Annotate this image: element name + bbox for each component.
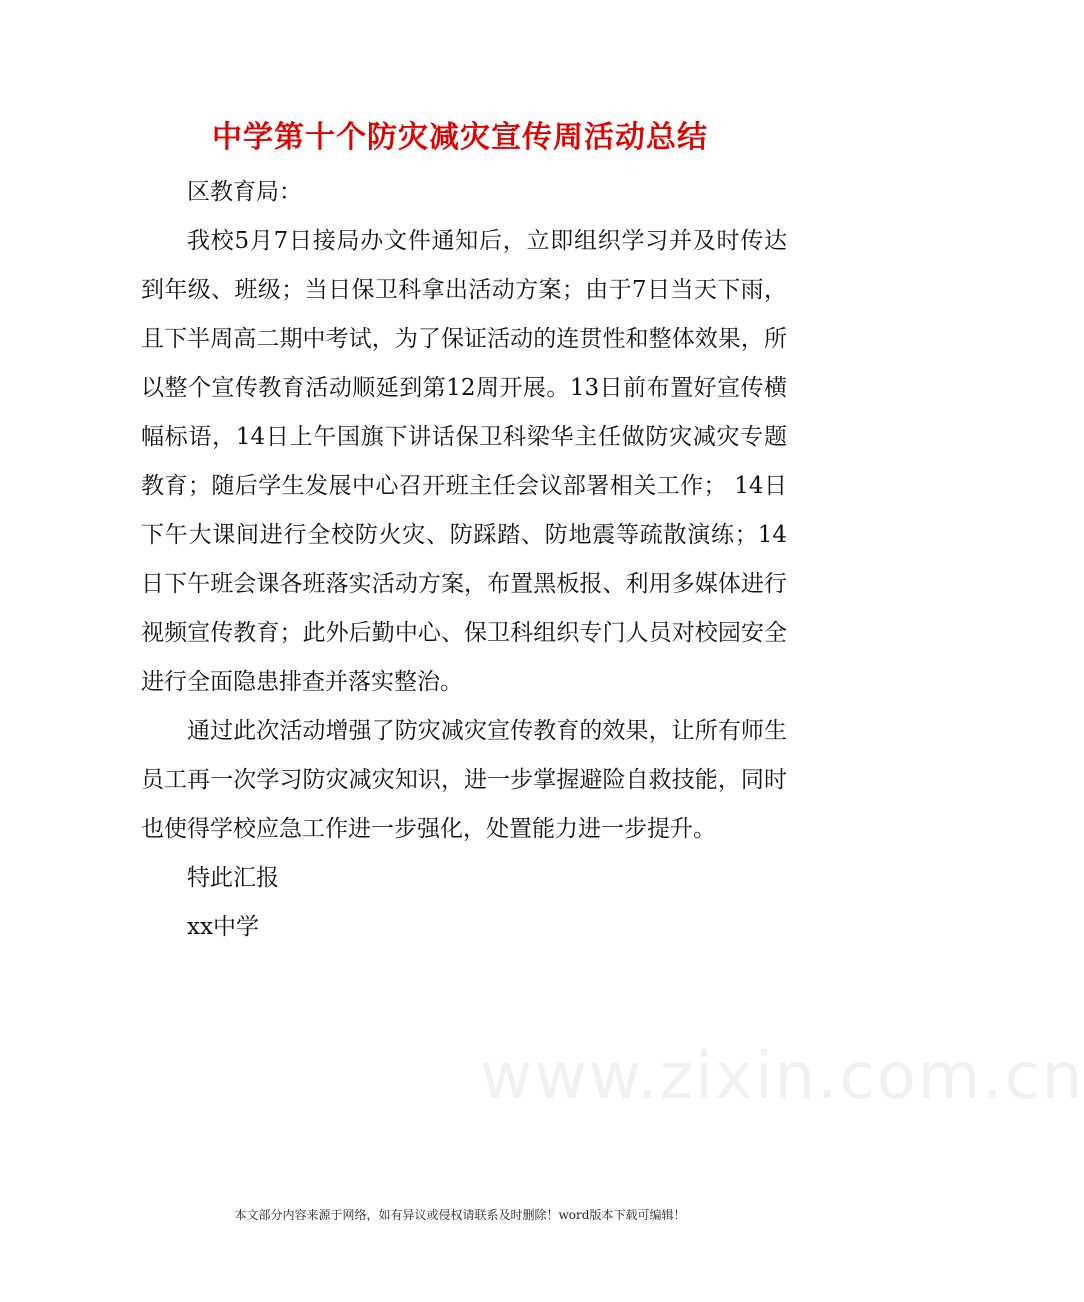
footer-note: 本文部分内容来源于网络，如有异议或侵权请联系及时删除！word版本下载可编辑！ (234, 1208, 686, 1222)
document-title: 中学第十个防灾减灾宣传周活动总结 (212, 120, 708, 155)
watermark: www.zixin.com.cn (480, 1040, 1084, 1114)
document-body (141, 168, 787, 952)
closing-line: 特此汇报 (187, 865, 279, 891)
signature: xx中学 (187, 914, 259, 940)
addressee: 区教育局： (187, 179, 302, 205)
body-paragraph-1: 我校5月7日接局办文件通知后，立即组织学习并及时传达到年级、班级；当日保卫科拿出活动方案；由于7日当天下雨，且下半周高二期中考试，为了保证活动的连贯性和整体效果，所以整个宣传教育活动顺延到第12周开展。13日前布置好宣传横幅标语，14日上午国旗下讲话保卫科梁华主任做防灾减灾专题教育；随后学生发展中心召开班主任会议部署相关工作； 14日下午大课间进行全校防火灾、防踩踏、防地震等疏散演练；14日下午班会课各班落实活动方案，布置黑板报、利用多媒体进行视频宣传教育；此外后勤中心、保卫科组织专门人员对校园安全进行全面隐患排查并落实整治。 (141, 228, 787, 695)
body-paragraph-2: 通过此次活动增强了防灾减灾宣传教育的效果，让所有师生员工再一次学习防灾减灾知识，进一步掌握避险自救技能，同时也使得学校应急工作进一步强化，处置能力进一步提升。 (141, 718, 787, 842)
